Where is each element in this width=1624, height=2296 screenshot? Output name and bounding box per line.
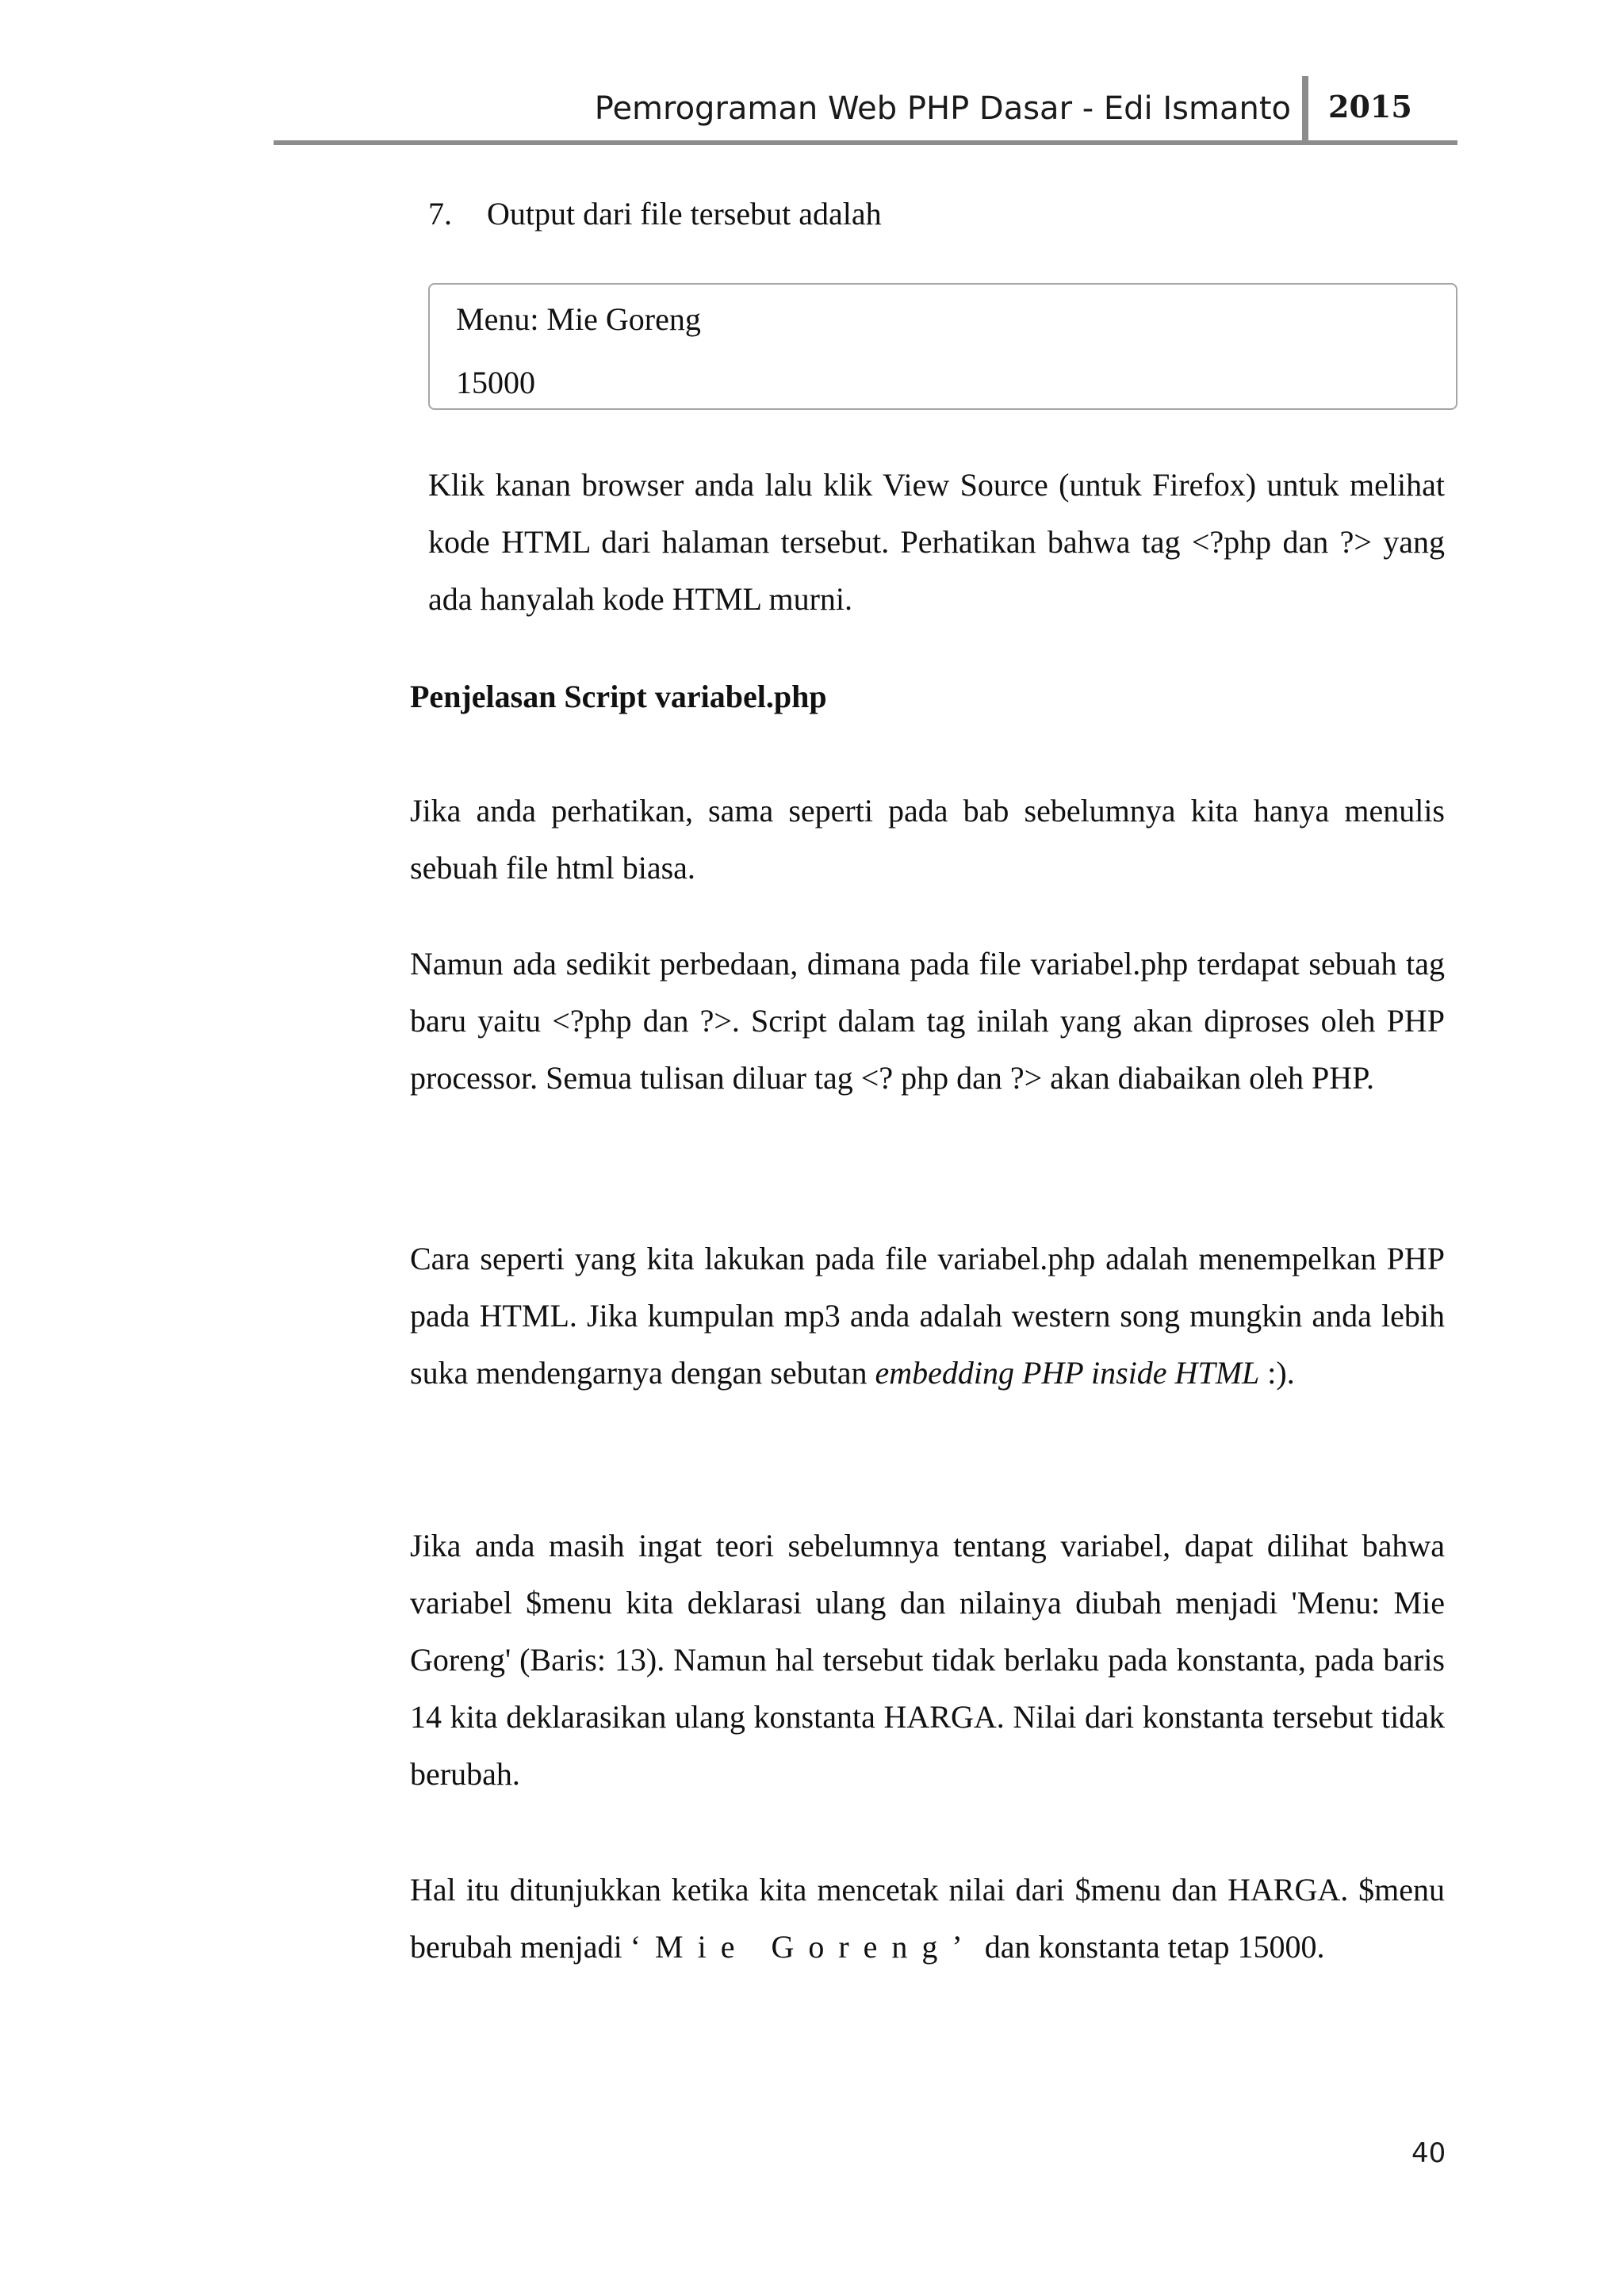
- paragraph-result-text: Hal itu ditunjukkan ketika kita mencetak nilai dari $menu dan HARGA. $menu berubah menjadi: [410, 1872, 1445, 1965]
- output-box: [428, 283, 1457, 410]
- paragraph-embedding-italic: embedding PHP inside HTML: [875, 1355, 1260, 1391]
- paragraph-result-end: dan konstanta tetap 15000.: [976, 1929, 1325, 1965]
- page-number: 40: [1411, 2137, 1446, 2169]
- paragraph-embedding: [410, 1230, 1445, 1402]
- section-heading: Penjelasan Script variabel.php: [410, 679, 827, 714]
- output-line-price: 15000: [456, 365, 535, 400]
- list-item-step-7: [428, 186, 882, 243]
- paragraph-result-spaced: ‘Mie Goreng’: [630, 1929, 977, 1965]
- header-title: Pemrograman Web PHP Dasar - Edi Ismanto: [594, 90, 1291, 127]
- paragraph-difference: Namun ada sedikit perbedaan, dimana pada file variabel.php terdapat sebuah tag baru yaitu <?php dan ?>. Script dalam tag inilah yang akan diproses oleh PHP processor. Semua tulisan diluar tag <? php dan ?> akan diabaikan oleh PHP.: [410, 946, 1445, 1096]
- output-line-menu: Menu: Mie Goreng: [456, 301, 701, 337]
- paragraph-variable-theory: Jika anda masih ingat teori sebelumnya tentang variabel, dapat dilihat bahwa variabel $menu kita deklarasi ulang dan nilainya diubah menjadi 'Menu: Mie Goreng' (Baris: 13). Namun hal tersebut tidak berlaku pada konstanta, pada baris 14 kita deklarasikan ulang konstanta HARGA. Nilai dari konstanta tersebut tidak berubah.: [410, 1528, 1445, 1792]
- paragraph-embedding-end: :).: [1259, 1355, 1295, 1391]
- step-text: Output dari file tersebut adalah: [487, 196, 882, 232]
- header-separator: [1302, 76, 1308, 144]
- paragraph-intro: Jika anda perhatikan, sama seperti pada bab sebelumnya kita hanya menulis sebuah file html biasa.: [410, 793, 1445, 886]
- page-header: [274, 76, 1457, 144]
- paragraph-embedding-text: Cara seperti yang kita lakukan pada file variabel.php adalah menempelkan PHP pada HTML. Jika kumpulan mp3 anda adalah western song mungkin anda lebih suka mendengarnya dengan sebutan: [410, 1241, 1445, 1391]
- step-number: 7.: [428, 196, 452, 232]
- header-year: 2015: [1328, 89, 1412, 124]
- paragraph-view-source: Klik kanan browser anda lalu klik View Source (untuk Firefox) untuk melihat kode HTML dari halaman tersebut. Perhatikan bahwa tag <?php dan ?> yang ada hanyalah kode HTML murni.: [428, 467, 1445, 617]
- header-rule: [274, 140, 1457, 145]
- paragraph-result: [410, 1862, 1445, 1976]
